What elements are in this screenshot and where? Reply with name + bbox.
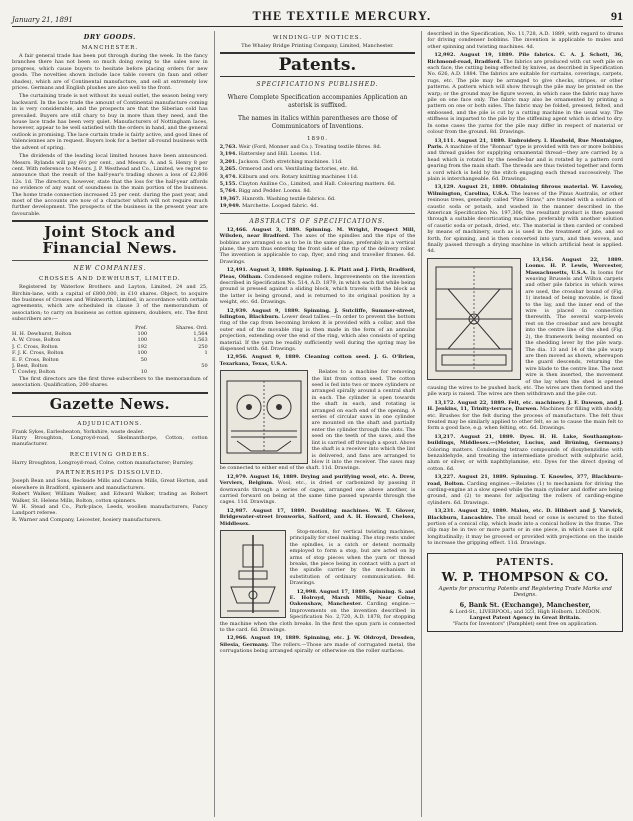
manchester-text: A fair general trade has been put through during the week. In the fancy branches there has not been so much doing owing to the sales now in progress, which cause buyers to hesitate before placing orders for new goods. The novelties shown include lace table covers (in faun and other shades), which are of Continental manufacture, and sell at extremely low prices. Germans and English plushes are also well to the front. — [12, 53, 208, 92]
ad-firm-name: W. P. THOMPSON & CO. — [441, 569, 609, 584]
column-2 — [214, 31, 416, 817]
shareholder-name: E. F. Cross, Bolton — [12, 356, 59, 363]
spec-note-2: The names in italics within parentheses are those of Communicators of Inventions. — [237, 115, 398, 130]
receiving-orders-heading: RECEIVING ORDERS. — [69, 451, 150, 458]
abstract-text: A machine of the "Bonnaz" type is provided with two or more bobbins and thread guides for supplying ornamental thread—they are carried by a head which is rotated by the needle-bar and is rotated by a pattern cord gearing from the main shaft. The threads are thus twisted together and form a cord which is held by the stitch engaging each thread successively. The plain is interchangeable. 6d. Drawings. — [427, 143, 624, 182]
shareholder-name: T. Cowley, Bolton — [12, 369, 56, 376]
manchester-heading: MANCHESTER. — [81, 45, 139, 51]
abstract-text: The leaves of the Pinus Australis, or other resinous trees, generally called "Pine Straw," are treated with a solution of caustic soda or potash, and washed in the manner described in the American Specification No. 197,306; the resultant product is then passed through a suitable decorticating machine, preferably with another solution of caustic soda or potash, dried, etc. The material is then carded or combed by means of machinery, such as is used in the treatment of jute, and so forth, for spinning, and is then converted into yarn, and then woven, and finally passed through a drying machine in which artificial heat is applied. 4d. — [427, 190, 624, 255]
ad-also: & Lord-St., LIVERPOOL; and 323, High Holborn, LONDON. — [449, 608, 601, 615]
ord-shares: 1 — [204, 350, 208, 357]
cotton-seed-figure — [220, 370, 308, 464]
ord-shares: 1,564 — [193, 331, 208, 337]
abstract-title: 12,966. August 19, 1889. Spinning, etc. J. W. Oldroyd, Dresden, Silesia, Germany. — [219, 635, 416, 648]
abstract-text: In looms for weaving Brussels and Wilton carpets and other pile fabrics in which wires are used, the crossbar bound of (Fig. 1) instead of being movable, is fixed to the lay, and the inner end of the wire is placed in connection therewith. The several warp-levels rest on the crossbar and are brought into the centre line of the shed (Fig. 2), the framework being mounted on the shedding lever by the pile warp. The dia. 13 and 14 of the pile warp are then moved as shown, whereupon the guard descends, returning the wire blade to the centre line. The next wire is then inserted, the movement of the lay when the shed is opened causing the wires to be pushed back, etc. The wires are then formed and the pile warp is raised. The wires are then withdrawn and the pile cut. — [427, 269, 624, 398]
abstract-title: 13,156. August 22, 1889. Looms. H. P. Lewis, Worcester, Massachusetts, U.S.A. — [525, 256, 624, 276]
winding-up-text: The Whaley Bridge Printing Company, Limited, Manchester. — [241, 43, 394, 49]
dividends-text: The dividends of the leading local limited houses have been announced. Messrs. Rylands will pay 6½ per cent., and Messrs. A. and S. Henry 8 per cent. With reference to Messrs. J. P. Westhead and Co., Limited, we regret to announce that the result of the half-year's trading shows a loss of £2,806 12s. 1d. The directors, however, state that the loss for the half-year affords no evidence of any want of soundness in the main portion of the business. The home trade connection increased 25 per cent. during the past year, and most of the accounts are now of a character which will not require much further development. The prospects of the business in the present year are favourable. — [12, 153, 208, 217]
nottingham-text: The curtaining trade is not without its usual outlet, the season being very backward. In the lace trade the amount of Continental manufacture coming in is very considerable, and the prospects are that the Siberian cold has prevailed. Buyers are still chary to buy in more than they need, and the house lace trade has been very quiet. Manufacturers of Nottingham laces, however, appear to be well satisfied with the orders in hand, and the general outlook is promising. The lace curtain trade is fairly active, and good lines of Valenciennes are in request. Buyers look for a better all-round business with the advent of spring. — [12, 93, 208, 151]
patent-number: 5,764. — [219, 188, 238, 195]
patent-entry — [220, 144, 416, 150]
patent-number: 5,155. — [219, 181, 238, 188]
ad-facts: "Facts for Inventors" (Pamphlet) sent free on application. — [452, 621, 598, 628]
abstract-text: The axes of the spindles and the rips of the bobbins are arranged so as to be in the same plane, preferably in a vertical plane, the yarn thus entering the front side of the rip of the delivery roller. The invention is applicable to cap, flyer, and ring and traveller frames. 6d. Drawings. — [219, 233, 416, 265]
loom-figure — [427, 258, 521, 380]
abstract-text: Relates to a machine for removing the lint from cotton seed. The cotton seed is fed into two or more cylinders or arranged spirally around a central shaft in each. The cylinder is open towards the shaft in each, and rotating is arranged on each end of the opening. A series of circular saws in one cylinder are mounted on the shaft and partially enter the cylinder through the slots. The seed on the teeth of the saws, and the lint is carried off through a spout. Above the shaft is a receiver into which the lint is delivered, and fans are arranged to blow it into the receiver. The saws may be connected to either end of the shaft. 11d. Drawings. — [219, 369, 416, 472]
shareholder-name: A. W. Cross, Bolton — [12, 337, 61, 344]
column-3 — [421, 31, 623, 817]
patent-number: 3,474. — [219, 173, 238, 180]
abstract-title: 13,129. August 21, 1889. Obtaining fibrous material. W. Lavoisy, Wilmington, Carolina, U.S.A. — [427, 184, 624, 197]
patents-heading: Patents. — [220, 52, 416, 77]
ad-patents: PATENTS. — [495, 557, 555, 568]
shareholder-name: F. J. K. Cross, Bolton — [12, 350, 64, 357]
shares-footer: The first directors are the first three subscribers to the memorandum of association. Qualification, 200 shares. — [12, 375, 208, 389]
shares-col-ord: Shares. Ord. — [175, 324, 208, 331]
pref-shares: 100 — [137, 331, 148, 337]
page-number: 91 — [611, 9, 623, 23]
patent-number: 2,763. — [219, 144, 238, 151]
abstract-text: The small head or cone is secured to the fluted portion of a conical clip, which leads into a conical hollow in the frame. The clip may be in two or more parts or in one piece, in which case it is split longitudinally; it may be grooved or provided with projections on the inside to increase the gripping effect. 11d. Drawings. — [427, 514, 624, 547]
gazette-heading: Gazette News. — [49, 395, 170, 413]
abstract-title: 12,998. August 17, 1889. Spinning. S. and E. Holroyd, Marsh Mills, Near Colne, Oakenshaw, Manchester. — [289, 588, 416, 608]
patent-text: Weir (Ford, Monner and Co.). Treating textile fibres. 8d. — [238, 144, 382, 151]
receiving-orders-text: Harry Broughton, Longroyd-road, Colne, cotton manufacturer; Burnley. — [12, 459, 194, 466]
section-divider — [12, 416, 208, 417]
abstract-text: The rollers.—Those are made of corrugated metal, the corrugations being arranged spirally or otherwise on the roller surfaces. — [219, 641, 416, 655]
shares-table — [12, 325, 208, 376]
pref-shares: 10 — [140, 369, 148, 376]
abstract-text: Wool, etc., is dried or carbonized by passing it downwards through a series of cages, arranged one above another, is carried forward on being at the same time passed upwards through the cages. 11d. Drawings. — [219, 480, 416, 506]
patent-text: Marchette. Looped fabric. 4d. — [242, 203, 319, 210]
patent-text: Hattersley and Hill. Looms. 11d. — [238, 151, 322, 158]
year-heading: 1890. — [307, 136, 329, 143]
page-header — [12, 8, 623, 27]
abstract-text: Carding engines.—Relates (1) to mechanism for driving the carding-engine at a slow speed while the main cylinder and doffer are being ground, and (2) to means for adjusting the rollers of carding-engine cylinders. 6d. Drawings. — [427, 480, 624, 506]
abstract-title: 12,491. August 3, 1889. Spinning. J. K. Platt and J. Firth, Bradford, Pleas, Oldham. — [219, 267, 416, 280]
patent-number: 3,201. — [219, 158, 238, 165]
continued-text: described in the Specification, No. 11,728, A.D. 1889, with regard to drums for driving condenser bobbins. The invention is applicable to mules and other spinning and twisting machines. 4d. — [427, 31, 624, 50]
spec-note: Where Complete Specification accompanies Application an asterisk is suffixed. — [227, 94, 408, 109]
adjudications-text: Frank Sykes, Earlesheaton, Yorkshire, waste dealer. Harry Broughton, Longroyd-road, Skelmanthorpe, Cotton, cotton manufacturer. — [12, 428, 208, 448]
pref-shares: 192 — [137, 343, 148, 350]
patent-text: Ormerod and ors. Ventilating factories, etc. 8d. — [238, 166, 359, 173]
patent-number: 19,949. — [219, 203, 241, 210]
shareholder-name: J. C. Cross, Bolton — [12, 343, 58, 350]
patent-list — [220, 144, 416, 210]
ord-shares: 50 — [201, 363, 208, 370]
joint-stock-heading: Joint Stock and Financial News. — [42, 224, 178, 258]
crosses-text: Registered by Waterlow Brothers and Layton, Limited, 24 and 25, Birchin-lane, with a capital of £800,000, in £10 shares. Object, to acquire the business of Crosses and Winkworth, Limited, in accordance with certain agreements, which are scheduled in clause 3 of the memorandum of association; to carry on business as cotton spinners, doublers, etc. The first subscribers are:— — [12, 284, 208, 323]
publication-title: THE TEXTILE MERCURY. — [252, 9, 432, 23]
pref-shares: 50 — [140, 356, 148, 363]
patent-entry — [220, 159, 416, 165]
patent-entry — [220, 174, 416, 180]
patent-text: Jackson. Cloth stretching machines. 11d. — [238, 158, 343, 165]
patent-entry — [220, 151, 416, 157]
patent-number: 19,367. — [219, 195, 241, 202]
patent-entry — [220, 188, 416, 194]
crosses-heading: CROSSES AND DEWHURST, LIMITED. — [38, 276, 181, 283]
pref-shares: 100 — [137, 337, 148, 344]
shares-col-pref: Pref. — [135, 324, 148, 331]
partnerships-text: Joseph Bean and Sons, Beckside Mills and Cannon Mills, Great Horton, and elsewhere in Bradford, spinners and manufacturers. Robert Walker, William Walker, and Edward Walker, trading as Robert Walker, St. Helens Mills, Bolton, cotton spinners. W. H. Stead and Co., Park-place, Leeds, woollen manufacturers, Fancy Landport referee. R. Warner and Company, Leicester, hosiery manufacturers. — [12, 478, 208, 523]
ad-largest: Largest Patent Agency in Great Britain. — [469, 615, 581, 622]
abstract-title: 12,979. August 16, 1889. Drying and purifying wool, etc. A. Drew, Verviers, Belgium. — [219, 473, 416, 487]
ad-agents: Agents for procuring Patents and Registering Trade Marks and Designs. — [438, 585, 612, 599]
abstracts-heading: ABSTRACTS OF SPECIFICATIONS. — [249, 217, 386, 225]
adjudications-heading: ADJUDICATIONS. — [77, 420, 143, 427]
abstract-title: 13,217. August 21, 1889. Dyes. H. H. Lake, Southampton-buildings, Middlesex.—(Meister, Lucius, and Brüning, Germany.) — [427, 433, 624, 447]
abstract-title: 13,111. August 21, 1889. Embroidery. I. Haubold, Rue Montaigne, Paris. — [427, 137, 624, 150]
patent-number: 3,194. — [219, 151, 238, 158]
columns — [12, 31, 623, 817]
issue-date: January 21, 1891 — [12, 16, 73, 24]
abstract-text: Stop-motion, for vertical twisting machines, principally for steel making. The stop rests under the spindles, is a catch or detent normally employed to form a stop, but are acted on by arms of stop pieces when the yarn or thread breaks, the piece being in contact with a part of the spindle carrier by the mechanism in substitution of ordinary communication. 8d. Drawings. — [289, 528, 416, 587]
abstract-title: 12,956. August 9, 1889. Cleaning cotton seed. J. G. O'Brien, Texarkana, Texas, U.S.A. — [219, 354, 416, 367]
abstract-title: 12,987. August 17, 1889. Doubling machines. W. T. Glover, Bridgewater-street Ironworks, Salford, and A. H. Howard, Chelsea, Middlesex. — [219, 507, 416, 527]
ad-address: 6, Bank St. (Exchange), Manchester, — [459, 600, 591, 609]
abstract-text: Machines for filling with shoddy, etc. Brushes for the felt during the process of manufacture. The felt thus treated may be similarly applied to other felt, so as to cause the main felt to form a good face, e.g. when felting, etc. 6d. Drawings. — [427, 406, 624, 432]
column-1 — [12, 31, 208, 817]
dry-goods-heading: DRY GOODS. — [83, 33, 136, 41]
partnerships-heading: PARTNERSHIPS DISSOLVED. — [55, 470, 164, 477]
patent-text: Kilburn and ors. Rotary knitting machines 11d. — [238, 173, 359, 180]
section-divider — [12, 260, 208, 261]
abstract-text: Carding engine.—Improvements on the invention described in Specification No. 2,720, A.D. 1878, for stopping the machine when the cloth breaks. In the first the spun yarn is connected to the card. 6d. Drawings. — [219, 601, 416, 634]
patent-entry — [220, 166, 416, 172]
section-divider — [220, 213, 416, 214]
patent-text: Clayton Aniline Co., Limited, and Hall. Colouring matters. 6d. — [238, 181, 396, 188]
abstract-title: 12,466. August 3, 1889. Spinning. M. Wright, Prospect Mill, Wilsden, near Bradford. — [219, 226, 416, 240]
section-divider — [12, 220, 208, 222]
abstract-text: The fabrics are produced with cut weft pile on each face, the cutting being effected by knives, as described in Specification No. 626, A.D. 1884. The fabrics are suitable for curtains, coverings, carpets, rugs, etc. The pile may be arranged to give checks, stripes, or other patterns. A pattern which will show through the pile may be printed on the warp; or the ground may be figure woven, in which case the fabric may have pile on one face only. The fabric may also be ornamented by printing a pattern on one or both sides. The fabric may be folded, pressed, felted, and embossed, and the pile is cut by a cutting machine in the usual way. The stiffness is imparted to the pile by the stiffening agent which is dried to dry. In some cases the yarns for the pile may differ in respect of material or colour from the ground. 8d. Drawings. — [427, 58, 624, 136]
new-companies-heading: NEW COMPANIES. — [73, 265, 147, 273]
doubling-machine-figure — [220, 530, 286, 618]
abstract-title: 12,992. August 19, 1889. Pile fabrics. C. A. J. Schott, 36, Richmond-road, Bradford. — [427, 52, 624, 65]
patent-entry — [220, 196, 416, 202]
patent-text: Rigg and Pedder. Looms. 8d. — [238, 188, 312, 195]
winding-up-heading: WINDING-UP NOTICES. — [272, 35, 363, 41]
ord-shares: 250 — [198, 343, 208, 350]
ord-shares: 1,563 — [193, 337, 208, 344]
patent-entry — [220, 203, 416, 209]
section-divider — [12, 392, 208, 394]
patent-number: 3,265. — [219, 166, 238, 173]
abstract-title: 13,231. August 22, 1889. Malon, etc. D. Hibbert and J. Varwick, Blackburn, Lancashire. — [427, 508, 624, 521]
specifications-published-heading: SPECIFICATIONS PUBLISHED. — [256, 81, 379, 89]
abstract-text: Condensed engine rollers. Improvements on the invention described in Specification No. 514, A.D. 1879, in which each flat while being ground is pressed against a sliding block, which travels with the block as the latter is being ground, and is returned to its original position by a weight, etc. 6d. Drawings. — [219, 273, 416, 306]
pref-shares: 100 — [137, 350, 148, 357]
abstract-title: 12,939. August 9, 1889. Spinning. J. Sutcliffe, Summer-street, Islington, Blackburn. — [219, 307, 416, 320]
shareholder-name: H. H. Dewhurst, Bolton — [12, 331, 72, 337]
abstract-title: 13,227. August 21, 1889. Spinning. T. Knowles, 377, Blackburn-road, Bolton. — [427, 474, 624, 487]
patent-text: Hanroth. Washing textile fabrics. 6d. — [242, 195, 336, 202]
patent-entry — [220, 181, 416, 187]
shareholder-name: J. Best, Bolton — [12, 363, 48, 370]
advertisement — [427, 553, 623, 633]
abstract-title: 13,172. August 22, 1889. Felt, etc. machinery. J. F. Dawson, and J. H. Jenkins, 11, Trinity-terrace, Darwen. — [427, 399, 624, 413]
abstract-text: Coloring matters. Condensing tetrazo compounds of dioxybenzidine with benzaldehyde, and treating the intermediate product with sulphuric acid, alum or silver, or with naphthylamine, etc. Dyes for the direct dyeing of cotton. 6d. — [427, 446, 624, 472]
abstract-text: Lower dead tallies.—In order to prevent the bottom ring of the cap from becoming broken it is provided with a collar, and the outer end of the movable ring is then made in the form of an annular projection, extending over the end of the ring, which also consists of spring material. If the yarn be readily sufficiently well during the spring may be dispensed with. 6d. Drawings. — [219, 313, 416, 352]
